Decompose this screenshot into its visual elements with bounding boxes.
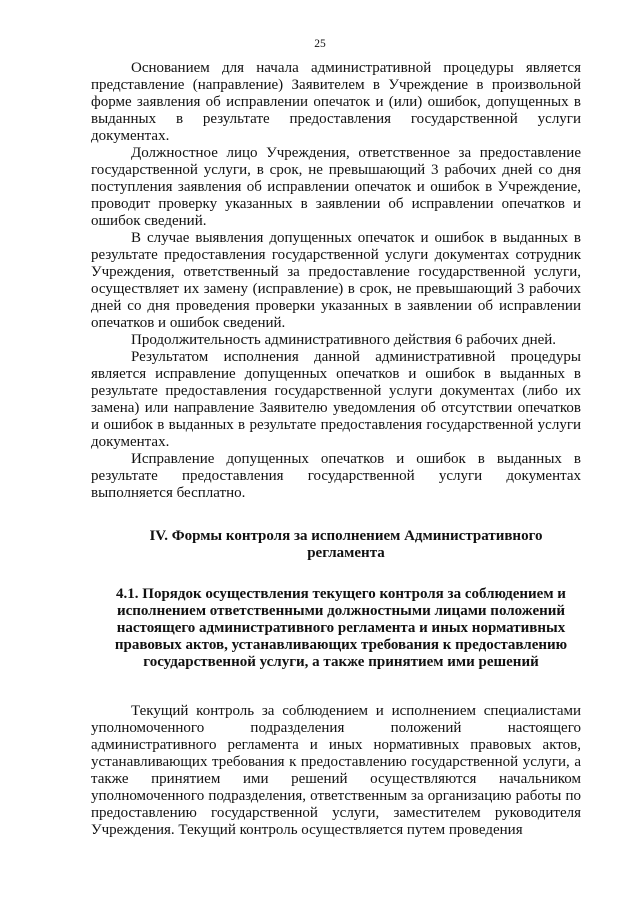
paragraph-current-control: Текущий контроль за соблюдением и исполнением специалистами уполномоченного подразделения положений настоящего административного регламента и иных нормативных правовых актов, устанавливающих требования к предоставлению государственной услуги, а также принятием ими решений осуществляются начальником уполномоченного подразделения, ответственным за организацию работы по предоставлению государственной услуги, заместителем руководителя Учреждения. Текущий контроль осуществляется путем проведения [91, 703, 581, 838]
spacer [91, 671, 581, 703]
paragraph-correction: В случае выявления допущенных опечаток и ошибок в выданных в результате предоставления государственной услуги документах сотрудник Учреждения, ответственный за предоставление государственной услуги, осуществляет их замену (исправление) в срок, не превышающий 3 рабочих дней со дня проведения проверки указанных в заявлении об исправлении опечатков и ошибок сведений. [91, 230, 581, 331]
paragraph-free-of-charge: Исправление допущенных опечатков и ошибок в выданных в результате предоставления государственной услуги документах выполняется бесплатно. [91, 451, 581, 501]
paragraph-official-check: Должностное лицо Учреждения, ответственное за предоставление государственной услуги, в срок, не превышающий 3 рабочих дней со дня поступления заявления об исправлении опечаток и ошибок в Учреждение, проводит проверку указанных в заявлении об исправлении опечатков и ошибок сведений. [91, 145, 581, 229]
paragraph-result: Результатом исполнения данной административной процедуры является исправление допущенных опечатков и ошибок в выданных в результате предоставления государственной услуги документах (либо их замена) или направление Заявителю уведомления об отсутствии опечатков и ошибок в выданных в результате предоставления государственной услуги документах. [91, 349, 581, 450]
paragraph-basis: Основанием для начала административной процедуры является представление (направление) Заявителем в Учреждение в произвольной форме заявления об исправлении опечаток и (или) ошибок, допущенных в выданных в результате предоставления государственной услуги документах. [91, 60, 581, 144]
document-body [91, 60, 581, 839]
section-heading: IV. Формы контроля за исполнением Административного регламента [149, 528, 543, 561]
page-number: 25 [314, 38, 326, 50]
paragraph-duration: Продолжительность административного действия 6 рабочих дней. [131, 332, 557, 348]
subsection-heading: 4.1. Порядок осуществления текущего контроля за соблюдением и исполнением ответственными должностными лицами положений настоящего административного регламента и иных нормативных правовых актов, устанавливающих требования к предоставлению государственной услуги, а также принятием ими решений [114, 586, 568, 670]
